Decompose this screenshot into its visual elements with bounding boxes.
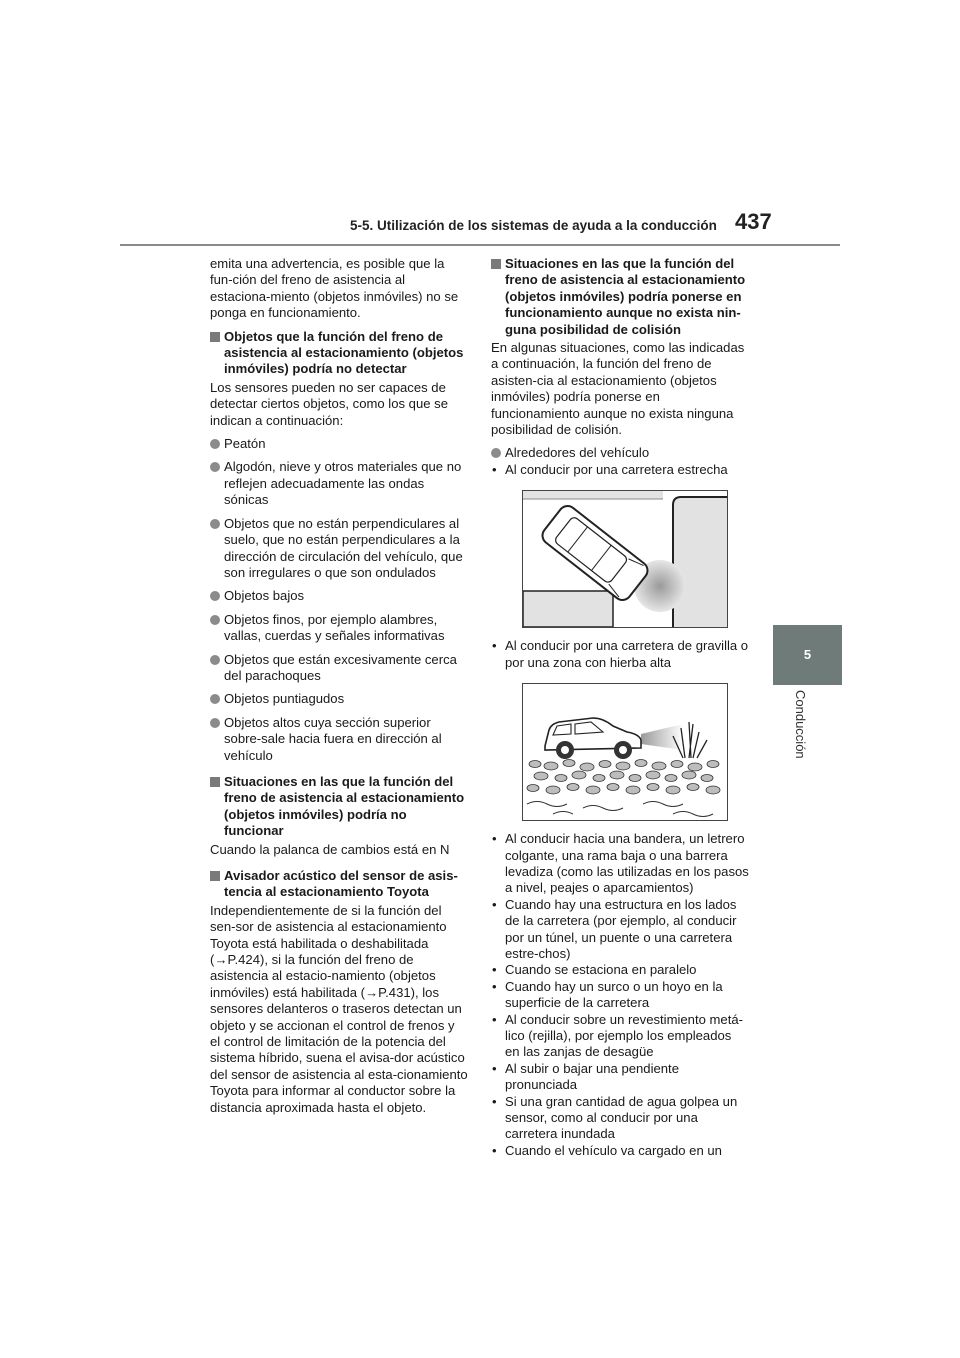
dash-item: • Al conducir por una carretera estrecha bbox=[491, 462, 749, 478]
dash-item: • Cuando hay un surco o un hoyo en la superficie de la carretera bbox=[491, 979, 749, 1012]
dash-item: • Al conducir por una carretera de gravilla o por una zona con hierba alta bbox=[491, 638, 749, 671]
dash-item: • Al conducir hacia una bandera, un letrero colgante, una rama baja o una barrera levadiza (como las utilizadas en los pasos a nivel, peajes o aparcamientos) bbox=[491, 831, 749, 897]
list-item: Objetos altos cuya sección superior sobre-sale hacia fuera en dirección al vehículo bbox=[210, 715, 468, 764]
dash-item: • Al conducir sobre un revestimiento metá-lico (rejilla), por ejemplo los empleados en las zanjas de desagüe bbox=[491, 1012, 749, 1061]
dash-item: • Si una gran cantidad de agua golpea un sensor, como al conducir por una carretera inundada bbox=[491, 1094, 749, 1143]
chapter-label: Conducción bbox=[793, 690, 808, 759]
heading-may-not-operate: Situaciones en las que la función del freno de asistencia al estacionamiento (objetos inmóviles) podría no funcionar bbox=[210, 774, 468, 840]
figure-gravel-road bbox=[522, 683, 728, 821]
objects-intro: Los sensores pueden no ser capaces de detectar ciertos objetos, como los que se indican a continuación: bbox=[210, 379, 448, 428]
list-item: Algodón, nieve y otros materiales que no reflejen adecuadamente las ondas sónicas bbox=[210, 459, 468, 508]
dash-item: • Cuando el vehículo va cargado en un bbox=[491, 1143, 749, 1159]
figure-narrow-road bbox=[522, 490, 728, 628]
dash-item: • Cuando hay una estructura en los lados de la carretera (por ejemplo, al conducir por un túnel, un puente o una carretera estre-chos) bbox=[491, 897, 749, 963]
list-item: Objetos bajos bbox=[210, 588, 468, 604]
list-item: Objetos finos, por ejemplo alambres, vallas, cuerdas y señales informativas bbox=[210, 612, 468, 645]
right-column bbox=[491, 256, 749, 1159]
dash-item: • Cuando se estaciona en paralelo bbox=[491, 962, 749, 978]
list-item: Objetos que están excesivamente cerca del parachoques bbox=[210, 652, 468, 685]
section-title: 5-5. Utilización de los sistemas de ayuda a la conducción bbox=[350, 218, 717, 233]
chapter-tab: 5 bbox=[773, 625, 842, 685]
gravel-road-illustration bbox=[523, 684, 727, 820]
header-rule bbox=[120, 244, 840, 246]
page-number: 437 bbox=[735, 209, 772, 234]
list-item: Peatón bbox=[210, 436, 468, 452]
narrow-road-illustration bbox=[523, 491, 727, 627]
left-column bbox=[210, 256, 468, 1123]
list-item: Objetos puntiagudos bbox=[210, 691, 468, 707]
list-item: Objetos que no están perpendiculares al suelo, que no están perpendiculares a la dirección de circulación del vehículo, que son irregulares o que son ondulados bbox=[210, 516, 468, 582]
may-not-operate-text: Cuando la palanca de cambios está en N bbox=[210, 841, 450, 857]
intro-paragraph: emita una advertencia, es posible que la fun-ción del freno de asistencia al estaciona-miento (objetos inmóviles) no se ponga en funcionamiento. bbox=[210, 256, 459, 321]
heading-may-operate: Situaciones en las que la función del freno de asistencia al estacionamiento (objetos inmóviles) podría ponerse en funcionamiento aunque no exista nin-guna posibilidad de colisión bbox=[491, 256, 749, 338]
may-operate-intro: En algunas situaciones, como las indicadas a continuación, la función del freno de asisten-cia al estacionamiento (objetos inmóviles) podría ponerse en funcionamiento aunque no exista ninguna posibilidad de colisión. bbox=[491, 340, 745, 438]
heading-buzzer: Avisador acústico del sensor de asis-tencia al estacionamiento Toyota bbox=[210, 868, 468, 901]
dash-item: • Al subir o bajar una pendiente pronunciada bbox=[491, 1061, 749, 1094]
list-item-surroundings: Alrededores del vehículo bbox=[491, 445, 749, 461]
buzzer-text: Independientemente de si la función del sen-sor de asistencia al estacionamiento Toyota está habilitada o deshabilitada (→P.424), si la función del freno de asistencia al estacio-namiento (objetos inmóviles) está habilitada (→P.431), los sensores delanteros o traseros detectan un objeto y se accionan el control de frenos y el control de limitación de la potencia del sistema híbrido, suena el avisa-dor acústico del sensor de asistencia al esta-cionamiento Toyota para informar al conductor sobre la distancia aproximada hasta el objeto. bbox=[210, 902, 468, 1115]
heading-objects-not-detected: Objetos que la función del freno de asistencia al estacionamiento (objetos inmóviles) podría no detectar bbox=[210, 329, 468, 378]
